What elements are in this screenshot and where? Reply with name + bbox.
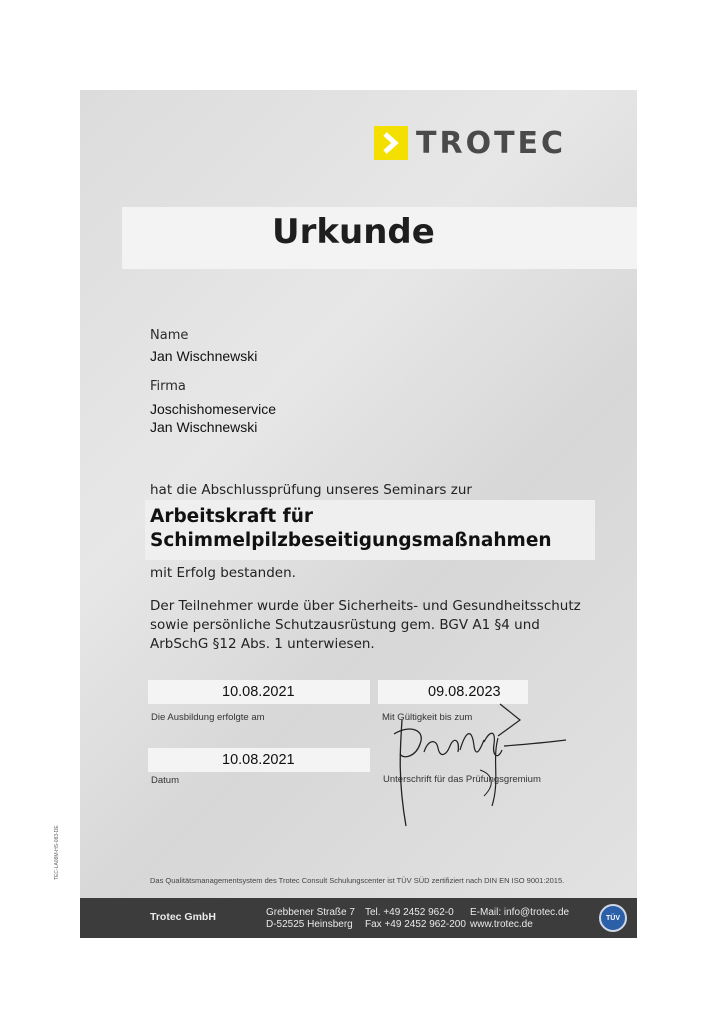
- footer-company: Trotec GmbH: [150, 911, 216, 923]
- name-value: Jan Wischnewski: [150, 348, 258, 364]
- footer-tel: Tel. +49 2452 962-0: [365, 907, 454, 918]
- quality-note: Das Qualitätsmanagementsystem des Trotec Consult Schulungscenter ist TÜV SÜD zertifiziert nach DIN EN ISO 9001:2015.: [150, 876, 565, 885]
- company-value-line1: Joschishomeservice: [150, 401, 277, 417]
- company-label: Firma: [150, 379, 186, 394]
- safety-text-line1: Der Teilnehmer wurde über Sicherheits- und Gesundheitsschutz: [150, 598, 581, 614]
- safety-text-line2: sowie persönliche Schutzausrüstung gem. BGV A1 §4 und: [150, 617, 540, 633]
- footer-bar: [80, 898, 637, 938]
- validity-date: 09.08.2023: [428, 684, 501, 700]
- issue-date: 10.08.2021: [222, 752, 295, 768]
- footer-street: Grebbener Straße 7: [266, 907, 355, 918]
- tuv-badge-icon: [599, 904, 627, 932]
- footer-website[interactable]: www.trotec.de: [470, 919, 533, 930]
- footer-fax: Fax +49 2452 962-200: [365, 919, 466, 930]
- tuv-badge-text: TÜV: [606, 914, 620, 922]
- validity-date-label: Mit Gültigkeit bis zum: [382, 712, 473, 723]
- signature-label: Unterschrift für das Prüfungsgremium: [383, 774, 541, 785]
- intro-text: hat die Abschlussprüfung unseres Seminars zur: [150, 482, 472, 498]
- issue-date-label: Datum: [151, 775, 179, 786]
- footer-city: D-52525 Heinsberg: [266, 919, 353, 930]
- handwritten-signature: [380, 700, 570, 830]
- logo-text: TROTEC: [416, 125, 567, 161]
- course-title-line1: Arbeitskraft für: [150, 506, 314, 527]
- name-label: Name: [150, 328, 189, 343]
- document-code: TEC-LA08M-HS-083-DE: [54, 825, 60, 880]
- footer-email[interactable]: E-Mail: info@trotec.de: [470, 907, 570, 918]
- chevron-right-icon: [374, 126, 408, 160]
- course-title-line2: Schimmelpilzbeseitigungsmaßnahmen: [150, 530, 552, 551]
- safety-text-line3: ArbSchG §12 Abs. 1 unterwiesen.: [150, 636, 375, 652]
- trotec-logo: [374, 126, 566, 160]
- certificate-title: Urkunde: [272, 212, 435, 252]
- company-value-line2: Jan Wischnewski: [150, 419, 258, 435]
- training-date-label: Die Ausbildung erfolgte am: [151, 712, 265, 723]
- training-date: 10.08.2021: [222, 684, 295, 700]
- passed-text: mit Erfolg bestanden.: [150, 565, 296, 581]
